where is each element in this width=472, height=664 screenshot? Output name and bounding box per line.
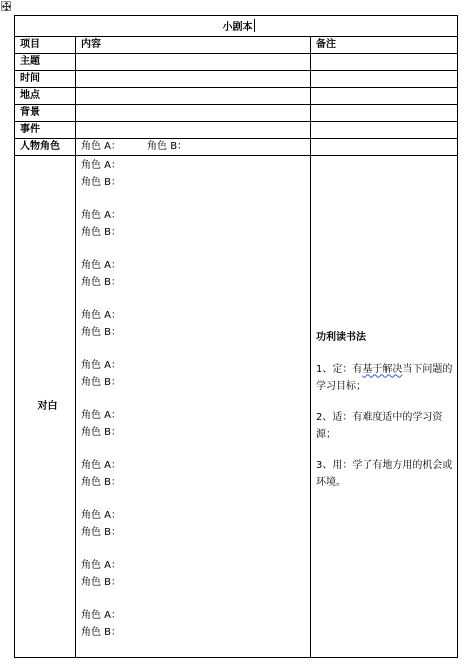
text-cursor [254, 19, 255, 32]
field-note-roles[interactable] [311, 139, 458, 156]
field-note-theme[interactable] [311, 54, 458, 71]
dialogue-pair [81, 207, 310, 257]
dialogue-line-b: 角色 B： [81, 526, 122, 538]
field-value-background[interactable] [76, 105, 311, 122]
field-value-event[interactable] [76, 122, 311, 139]
dialogue-line-a: 角色 A： [81, 459, 122, 471]
table-title: 小剧本 [222, 21, 253, 33]
dialogue-line-b: 角色 B： [81, 376, 122, 388]
field-note-time[interactable] [311, 71, 458, 88]
table-title-cell[interactable] [15, 16, 458, 37]
field-note-event[interactable] [311, 122, 458, 139]
dialogue-line-b: 角色 B： [81, 626, 122, 638]
dialogue-line-b: 角色 B： [81, 476, 122, 488]
notes-cell[interactable] [311, 156, 458, 658]
field-label-roles: 人物角色 [15, 139, 76, 156]
field-note-background[interactable] [311, 105, 458, 122]
header-content: 内容 [76, 37, 311, 54]
field-label-place: 地点 [15, 88, 76, 105]
field-value-place[interactable] [76, 88, 311, 105]
dialogue-line-a: 角色 A： [81, 609, 122, 621]
dialogue-line-b: 角色 B： [81, 426, 122, 438]
dialogue-line-a: 角色 A： [81, 309, 122, 321]
notes-title: 功利读书法 [316, 331, 366, 343]
dialogue-pair [81, 307, 310, 357]
table-move-handle-icon[interactable] [1, 1, 11, 11]
dialogue-pair [81, 507, 310, 557]
spellcheck-underline: 基于解决 [362, 363, 403, 375]
dialogue-pair [81, 257, 310, 307]
dialogue-line-b: 角色 B： [81, 176, 122, 188]
dialogue-pair [81, 457, 310, 507]
dialogue-line-b: 角色 B： [81, 326, 122, 338]
header-notes: 备注 [311, 37, 458, 54]
dialogue-line-a: 角色 A： [81, 509, 122, 521]
dialogue-line-b: 角色 B： [81, 576, 122, 588]
dialogue-label: 对白 [15, 156, 76, 658]
notes-item-2: 2、适：有难度适中的学习资源； [316, 411, 443, 440]
field-label-background: 背景 [15, 105, 76, 122]
dialogue-content[interactable] [76, 156, 311, 658]
dialogue-line-a: 角色 A： [81, 409, 122, 421]
notes-item-1: 1、定：有基于解决当下问题的学习目标； [316, 363, 453, 392]
dialogue-line-a: 角色 A： [81, 559, 122, 571]
dialogue-lines [81, 157, 310, 657]
dialogue-pair [81, 557, 310, 607]
dialogue-line-a: 角色 A： [81, 209, 122, 221]
field-value-roles[interactable] [76, 139, 311, 156]
dialogue-line-a: 角色 A： [81, 159, 122, 171]
field-note-place[interactable] [311, 88, 458, 105]
dialogue-pair [81, 407, 310, 457]
header-item: 项目 [15, 37, 76, 54]
field-label-time: 时间 [15, 71, 76, 88]
dialogue-line-a: 角色 A： [81, 359, 122, 371]
notes-item-3: 3、用：学了有地方用的机会或环境。 [316, 459, 453, 488]
script-table [14, 15, 458, 658]
role-a-label: 角色 A： [81, 141, 122, 152]
dialogue-line-b: 角色 B： [81, 276, 122, 288]
dialogue-pair [81, 357, 310, 407]
dialogue-pair [81, 607, 310, 657]
field-label-event: 事件 [15, 122, 76, 139]
field-value-time[interactable] [76, 71, 311, 88]
dialogue-pair [81, 157, 310, 207]
dialogue-line-a: 角色 A： [81, 259, 122, 271]
field-value-theme[interactable] [76, 54, 311, 71]
role-b-label: 角色 B： [147, 141, 188, 152]
dialogue-line-b: 角色 B： [81, 226, 122, 238]
field-label-theme: 主题 [15, 54, 76, 71]
